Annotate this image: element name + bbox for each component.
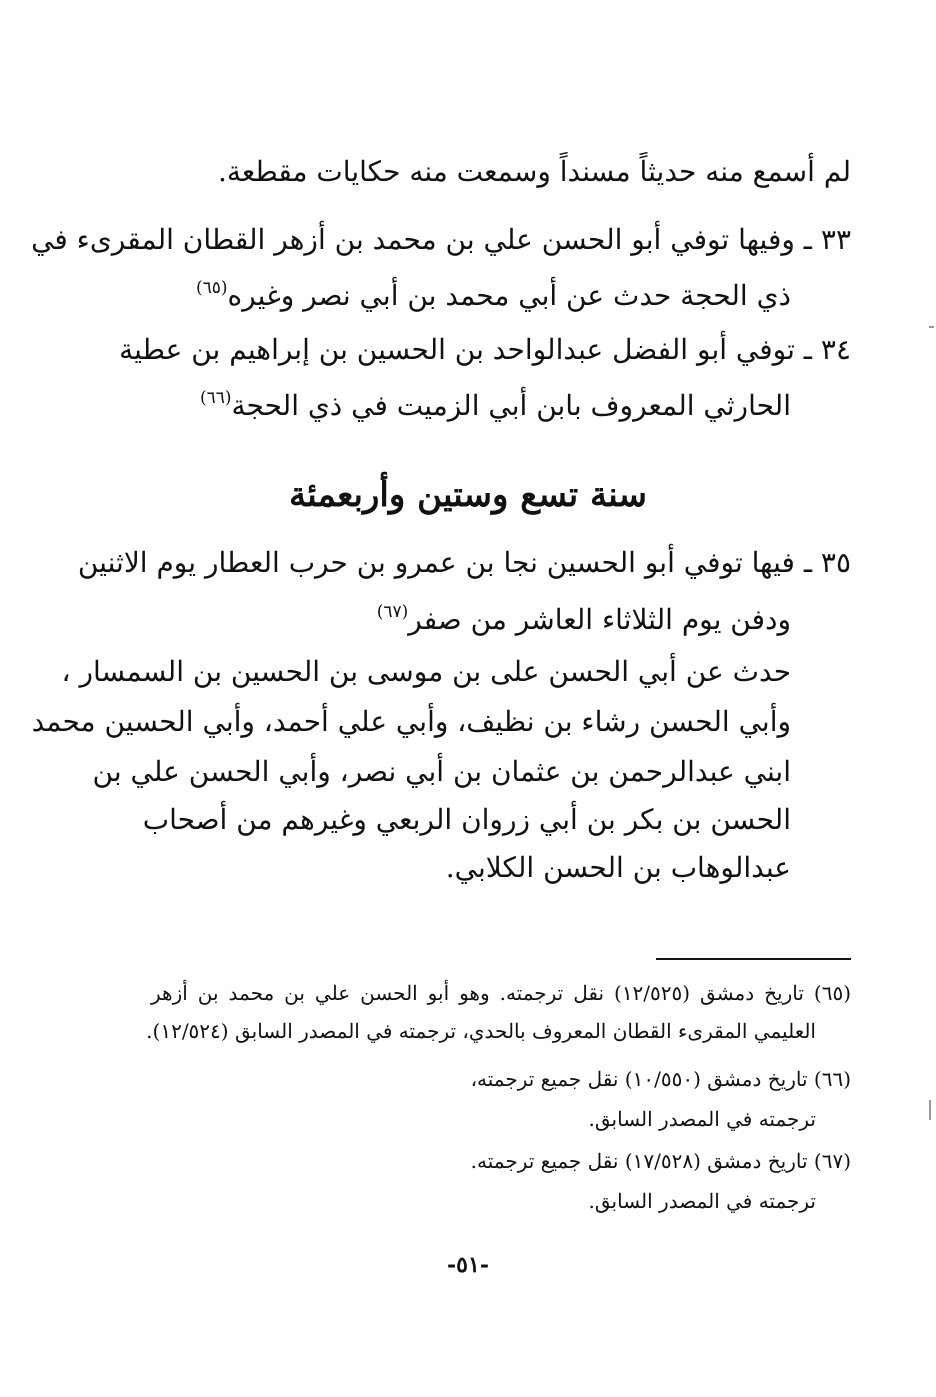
entry-35-line-2 bbox=[151, 592, 791, 640]
scan-mark bbox=[929, 1100, 931, 1120]
footnote-66-line-2 bbox=[136, 1104, 816, 1134]
body-line-1 bbox=[151, 152, 851, 192]
footnote-65-line-2 bbox=[136, 1016, 816, 1046]
footnote-66-line-1 bbox=[151, 1064, 851, 1094]
footnote-67-line-1 bbox=[151, 1146, 851, 1176]
entry-35-para-line-4 bbox=[142, 800, 791, 840]
line-text: الحسن بن بكر بن أبي زروان الربعي وغيرهم من أصحاب bbox=[142, 803, 791, 836]
line-text: ودفن يوم الثلاثاء العاشر من صفر bbox=[408, 603, 791, 636]
line-text: وأبي الحسن رشاء بن نظيف، وأبي علي أحمد، وأبي الحسين محمد bbox=[31, 705, 791, 738]
line-text: ابني عبدالرحمن بن عثمان بن أبي نصر، وأبي الحسن علي بن bbox=[92, 755, 791, 788]
entry-35-para-line-2 bbox=[31, 702, 791, 742]
line-text: لم أسمع منه حديثاً مسنداً وسمعت منه حكايات مقطعة. bbox=[217, 155, 851, 188]
page-number: -٥١- bbox=[447, 1252, 489, 1278]
entry-35-para-line-5 bbox=[151, 848, 791, 888]
line-text: حدث عن أبي الحسن على بن موسى بن الحسين بن السمسار ، bbox=[61, 655, 791, 688]
entry-33-line-2 bbox=[151, 268, 791, 316]
scan-mark bbox=[929, 326, 934, 328]
entry-33-line-1 bbox=[31, 220, 851, 260]
line-text: ذي الحجة حدث عن أبي محمد بن أبي نصر وغيره bbox=[227, 279, 791, 312]
entry-34-line-1 bbox=[119, 330, 851, 370]
line-text: الحارثي المعروف بابن أبي الزميت في ذي الحجة bbox=[231, 389, 791, 422]
footnote-text: ترجمته في المصدر السابق. bbox=[588, 1189, 816, 1213]
entry-35-line-1 bbox=[77, 543, 851, 583]
footnote-text: (٦٦) تاريخ دمشق (١٠/٥٥٠) نقل جميع ترجمته، bbox=[470, 1067, 851, 1091]
line-text: ٣٤ ـ توفي أبو الفضل عبدالواحد بن الحسين بن إبراهيم بن عطية bbox=[119, 333, 851, 366]
footnote-ref-65[interactable]: (٦٥) bbox=[195, 278, 228, 298]
footnote-ref-67[interactable]: (٦٧) bbox=[376, 602, 409, 622]
line-text: عبدالوهاب بن الحسن الكلابي. bbox=[445, 851, 791, 884]
footnote-text: (٦٥) تاريخ دمشق (١٢/٥٢٥) نقل ترجمته. وهو أبو الحسن علي بن محمد بن أزهر bbox=[151, 981, 851, 1005]
line-text: ٣٣ ـ وفيها توفي أبو الحسن علي بن محمد بن أزهر القطان المقرىء في bbox=[31, 223, 851, 256]
footnote-ref-66[interactable]: (٦٦) bbox=[199, 388, 232, 408]
footnote-text: ترجمته في المصدر السابق. bbox=[588, 1107, 816, 1131]
footnote-65-line-1 bbox=[151, 978, 851, 1008]
section-heading: سنة تسع وستين وأربعمئة bbox=[289, 475, 647, 515]
entry-35-para-line-1 bbox=[61, 652, 791, 692]
entry-35-para-line-3 bbox=[92, 752, 791, 792]
footnote-separator bbox=[656, 958, 851, 960]
footnote-text: العليمي المقرىء القطان المعروف بالحدي، ترجمته في المصدر السابق (١٢/٥٢٤). bbox=[146, 1019, 816, 1043]
footnote-67-line-2 bbox=[136, 1186, 816, 1216]
entry-34-line-2 bbox=[151, 378, 791, 426]
line-text: ٣٥ ـ فيها توفي أبو الحسين نجا بن عمرو بن حرب العطار يوم الاثنين bbox=[77, 546, 851, 579]
footnote-text: (٦٧) تاريخ دمشق (١٧/٥٢٨) نقل جميع ترجمته. bbox=[470, 1149, 851, 1173]
